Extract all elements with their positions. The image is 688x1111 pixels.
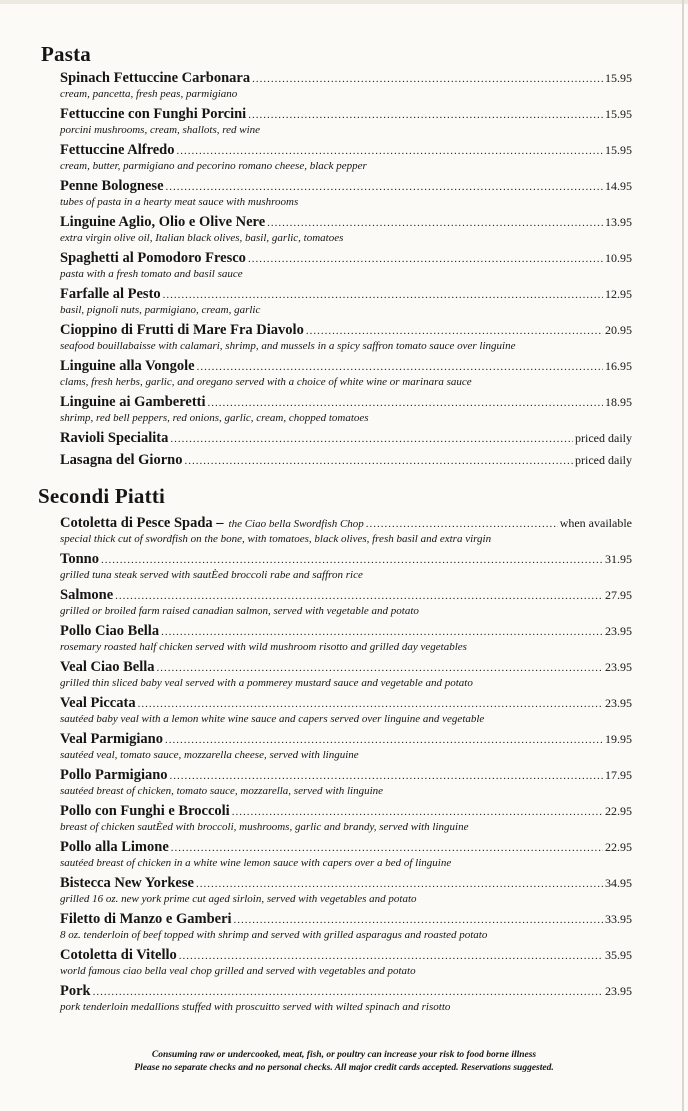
menu-item-header bbox=[60, 322, 632, 340]
menu-item-header bbox=[60, 767, 632, 785]
menu-item-header bbox=[60, 875, 632, 893]
dot-leader bbox=[267, 215, 603, 232]
menu-item-subtitle: the Ciao bella Swordfish Chop bbox=[228, 518, 364, 530]
menu-item bbox=[60, 911, 632, 947]
menu-item-name: Tonno bbox=[60, 551, 99, 567]
menu-item-header bbox=[60, 659, 632, 677]
menu-item-name: Veal Piccata bbox=[60, 695, 136, 711]
dot-leader bbox=[208, 395, 603, 412]
menu-item-header bbox=[60, 695, 632, 713]
menu-item-price: 23.95 bbox=[605, 660, 632, 674]
menu-item-name: Pollo Ciao Bella bbox=[60, 623, 160, 639]
menu-item-description: special thick cut of swordfish on the bone, with tomatoes, black olives, fresh basil and extra virgin bbox=[60, 533, 492, 545]
dot-leader bbox=[248, 251, 603, 268]
menu-item-description: sautéed breast of chicken in a white wine lemon sauce with capers over a bed of linguine bbox=[60, 857, 452, 869]
menu-item-price: 31.95 bbox=[605, 552, 632, 566]
menu-item-header bbox=[60, 394, 632, 412]
menu-item-name: Cioppino di Frutti di Mare Fra Diavolo bbox=[60, 322, 304, 338]
menu-item bbox=[60, 983, 632, 1019]
menu-item-name: Cotoletta di Vitello bbox=[60, 947, 177, 963]
menu-item bbox=[60, 430, 632, 452]
menu-item-price: 35.95 bbox=[605, 948, 632, 962]
dot-leader bbox=[197, 359, 603, 376]
menu-item bbox=[60, 214, 632, 250]
menu-item bbox=[60, 394, 632, 430]
menu-item-price: priced daily bbox=[575, 453, 632, 467]
menu-item-price: 22.95 bbox=[605, 840, 632, 854]
menu-item-header bbox=[60, 452, 632, 470]
menu-item-description: breast of chicken sautÈed with broccoli, mushrooms, garlic and brandy, served with linguine bbox=[60, 821, 469, 833]
menu-item-price: 13.95 bbox=[605, 215, 632, 229]
menu-item-header bbox=[60, 286, 632, 304]
menu-item-name: Salmone bbox=[60, 587, 114, 603]
menu-item-description: cream, pancetta, fresh peas, parmigiano bbox=[60, 88, 238, 100]
menu-item-description: sautéed breast of chicken, tomato sauce, mozzarella, served with linguine bbox=[60, 785, 384, 797]
menu-item-description: 8 oz. tenderloin of beef topped with shrimp and served with grilled asparagus and roasted potato bbox=[60, 929, 488, 941]
menu-item-description: seafood bouillabaisse with calamari, shrimp, and mussels in a spicy saffron tomato sauce over linguine bbox=[60, 340, 516, 352]
menu-item-name: Lasagna del Giorno bbox=[60, 452, 183, 468]
menu-item-description: rosemary roasted half chicken served with wild mushroom risotto and grilled day vegetables bbox=[60, 641, 467, 653]
menu-item bbox=[60, 839, 632, 875]
menu-item-description: world famous ciao bella veal chop grilled and served with vegetables and potato bbox=[60, 965, 416, 977]
menu-item-description: extra virgin olive oil, Italian black olives, basil, garlic, tomatoes bbox=[60, 232, 344, 244]
menu-item-name: Fettuccine Alfredo bbox=[60, 142, 175, 158]
menu-item-price: 12.95 bbox=[605, 287, 632, 301]
dot-leader bbox=[248, 107, 603, 124]
menu-item bbox=[60, 731, 632, 767]
menu-item-header bbox=[60, 839, 632, 857]
menu-item bbox=[60, 947, 632, 983]
menu-item bbox=[60, 875, 632, 911]
menu-item-price: 19.95 bbox=[605, 732, 632, 746]
menu-item-description: clams, fresh herbs, garlic, and oregano served with a choice of white wine or marinara sauce bbox=[60, 376, 472, 388]
section-title: Secondi Piatti bbox=[38, 484, 166, 508]
menu-item-description: pasta with a fresh tomato and basil sauce bbox=[60, 268, 243, 280]
menu-item-price: 27.95 bbox=[605, 588, 632, 602]
dot-leader bbox=[93, 984, 603, 1001]
menu-item-name: Farfalle al Pesto bbox=[60, 286, 161, 302]
dot-leader bbox=[184, 453, 573, 470]
menu-item-name: Pork bbox=[60, 983, 91, 999]
dot-leader bbox=[306, 323, 603, 340]
menu-item bbox=[60, 70, 632, 106]
menu-item bbox=[60, 322, 632, 358]
dot-leader bbox=[196, 876, 603, 893]
menu-item-description: cream, butter, parmigiano and pecorino romano cheese, black pepper bbox=[60, 160, 367, 172]
dot-leader bbox=[115, 588, 603, 605]
dot-leader bbox=[157, 660, 603, 677]
pasta-items bbox=[60, 70, 632, 474]
menu-item-name: Ravioli Specialita bbox=[60, 430, 169, 446]
menu-item-name: Fettuccine con Funghi Porcini bbox=[60, 106, 247, 122]
menu-item-price: 14.95 bbox=[605, 179, 632, 193]
menu-item-name: Pollo alla Limone bbox=[60, 839, 169, 855]
menu-item bbox=[60, 695, 632, 731]
menu-item bbox=[60, 587, 632, 623]
dot-leader bbox=[165, 732, 603, 749]
menu-item-description: grilled 16 oz. new york prime cut aged sirloin, served with vegetables and potato bbox=[60, 893, 417, 905]
dot-leader bbox=[366, 516, 558, 533]
menu-item-name: Bistecca New Yorkese bbox=[60, 875, 194, 891]
dot-leader bbox=[138, 696, 603, 713]
menu-item bbox=[60, 623, 632, 659]
menu-item-description: grilled or broiled farm raised canadian salmon, served with vegetable and potato bbox=[60, 605, 419, 617]
menu-item-price: 22.95 bbox=[605, 804, 632, 818]
menu-item bbox=[60, 106, 632, 142]
menu-item bbox=[60, 452, 632, 474]
menu-item-header bbox=[60, 250, 632, 268]
menu-item-description: shrimp, red bell peppers, red onions, garlic, cream, chopped tomatoes bbox=[60, 412, 369, 424]
dot-leader bbox=[232, 804, 603, 821]
menu-item-price: 16.95 bbox=[605, 359, 632, 373]
footer-line-1: Consuming raw or undercooked, meat, fish, or poultry can increase your risk to food borne illness bbox=[151, 1050, 537, 1060]
dot-leader bbox=[166, 179, 603, 196]
menu-item-name: Linguine alla Vongole bbox=[60, 358, 195, 374]
dot-leader bbox=[234, 912, 603, 929]
menu-item-price: priced daily bbox=[575, 431, 632, 445]
menu-item-description: grilled thin sliced baby veal served with a pommerey mustard sauce and vegetable and potato bbox=[60, 677, 473, 689]
section-title: Pasta bbox=[41, 42, 91, 66]
menu-item-header bbox=[60, 142, 632, 160]
dot-leader bbox=[171, 840, 603, 857]
menu-item bbox=[60, 803, 632, 839]
menu-item-name: Linguine ai Gamberetti bbox=[60, 394, 206, 410]
menu-item-name: Veal Ciao Bella bbox=[60, 659, 155, 675]
menu-item bbox=[60, 286, 632, 322]
menu-item-price: 23.95 bbox=[605, 696, 632, 710]
menu-item-header bbox=[60, 911, 632, 929]
menu-item bbox=[60, 250, 632, 286]
menu-item-header bbox=[60, 358, 632, 376]
menu-item-header bbox=[60, 106, 632, 124]
dot-leader bbox=[177, 143, 604, 160]
pasta-section bbox=[40, 42, 636, 474]
menu-item bbox=[60, 515, 632, 551]
menu-item-description: basil, pignoli nuts, parmigiano, cream, garlic bbox=[60, 304, 261, 316]
dot-leader bbox=[170, 431, 573, 448]
menu-item-header bbox=[60, 430, 632, 448]
dot-leader bbox=[179, 948, 603, 965]
menu-item-price: 15.95 bbox=[605, 107, 632, 121]
dot-leader bbox=[252, 71, 603, 88]
menu-item-price: 20.95 bbox=[605, 323, 632, 337]
menu-item-name: Pollo con Funghi e Broccoli bbox=[60, 803, 230, 819]
dot-leader bbox=[101, 552, 603, 569]
menu-item-price: 18.95 bbox=[605, 395, 632, 409]
menu-item bbox=[60, 142, 632, 178]
right-edge bbox=[682, 0, 684, 1111]
menu-item bbox=[60, 767, 632, 803]
menu-item-description: sautéed baby veal with a lemon white wine sauce and capers served over linguine and vegetable bbox=[60, 713, 485, 725]
menu-item-header bbox=[60, 178, 632, 196]
menu-item-header bbox=[60, 70, 632, 88]
menu-item-name: Penne Bolognese bbox=[60, 178, 164, 194]
menu-item-description: grilled tuna steak served with sautÈed broccoli rabe and saffron rice bbox=[60, 569, 363, 581]
menu-item-price: 23.95 bbox=[605, 624, 632, 638]
menu-item-price: 15.95 bbox=[605, 143, 632, 157]
menu-item-name: Linguine Aglio, Olio e Olive Nere bbox=[60, 214, 266, 230]
menu-item-name: Veal Parmigiano bbox=[60, 731, 163, 747]
menu-item bbox=[60, 358, 632, 394]
dot-leader bbox=[163, 287, 603, 304]
menu-item-header bbox=[60, 731, 632, 749]
menu-item-price: 23.95 bbox=[605, 984, 632, 998]
menu-item-description: pork tenderloin medallions stuffed with proscuitto served with wilted spinach and risotto bbox=[60, 1001, 451, 1013]
menu-item-header bbox=[60, 551, 632, 569]
menu-item bbox=[60, 551, 632, 587]
menu-item-header bbox=[60, 803, 632, 821]
menu-item-price: 33.95 bbox=[605, 912, 632, 926]
dot-leader bbox=[161, 624, 603, 641]
footer-notice bbox=[0, 1049, 688, 1075]
menu-item-price: 17.95 bbox=[605, 768, 632, 782]
footer-line-2: Please no separate checks and no personal checks. All major credit cards accepted. Reservations suggested. bbox=[134, 1063, 554, 1073]
menu-item-price: 34.95 bbox=[605, 876, 632, 890]
menu-item-price: 10.95 bbox=[605, 251, 632, 265]
menu-item-header bbox=[60, 623, 632, 641]
menu-item-description: porcini mushrooms, cream, shallots, red wine bbox=[60, 124, 261, 136]
secondi-items bbox=[60, 515, 632, 1019]
secondi-section bbox=[40, 484, 636, 1019]
menu-item-price: 15.95 bbox=[605, 71, 632, 85]
menu-item bbox=[60, 178, 632, 214]
menu-item-description: tubes of pasta in a hearty meat sauce with mushrooms bbox=[60, 196, 299, 208]
menu-item-price: when available bbox=[559, 516, 632, 530]
menu-item-header bbox=[60, 983, 632, 1001]
dot-leader bbox=[170, 768, 603, 785]
menu-item-name: Filetto di Manzo e Gamberi bbox=[60, 911, 232, 927]
menu-item-name: Spinach Fettuccine Carbonara bbox=[60, 70, 251, 86]
menu-item-header bbox=[60, 515, 632, 533]
menu-item-header bbox=[60, 947, 632, 965]
menu-item bbox=[60, 659, 632, 695]
menu-item-name: Cotoletta di Pesce Spada – bbox=[60, 515, 224, 531]
menu-item-name: Spaghetti al Pomodoro Fresco bbox=[60, 250, 246, 266]
menu-item-description: sautéed veal, tomato sauce, mozzarella cheese, served with linguine bbox=[60, 749, 359, 761]
top-edge bbox=[0, 0, 688, 4]
menu-item-header bbox=[60, 214, 632, 232]
menu-item-header bbox=[60, 587, 632, 605]
menu-item-name: Pollo Parmigiano bbox=[60, 767, 168, 783]
